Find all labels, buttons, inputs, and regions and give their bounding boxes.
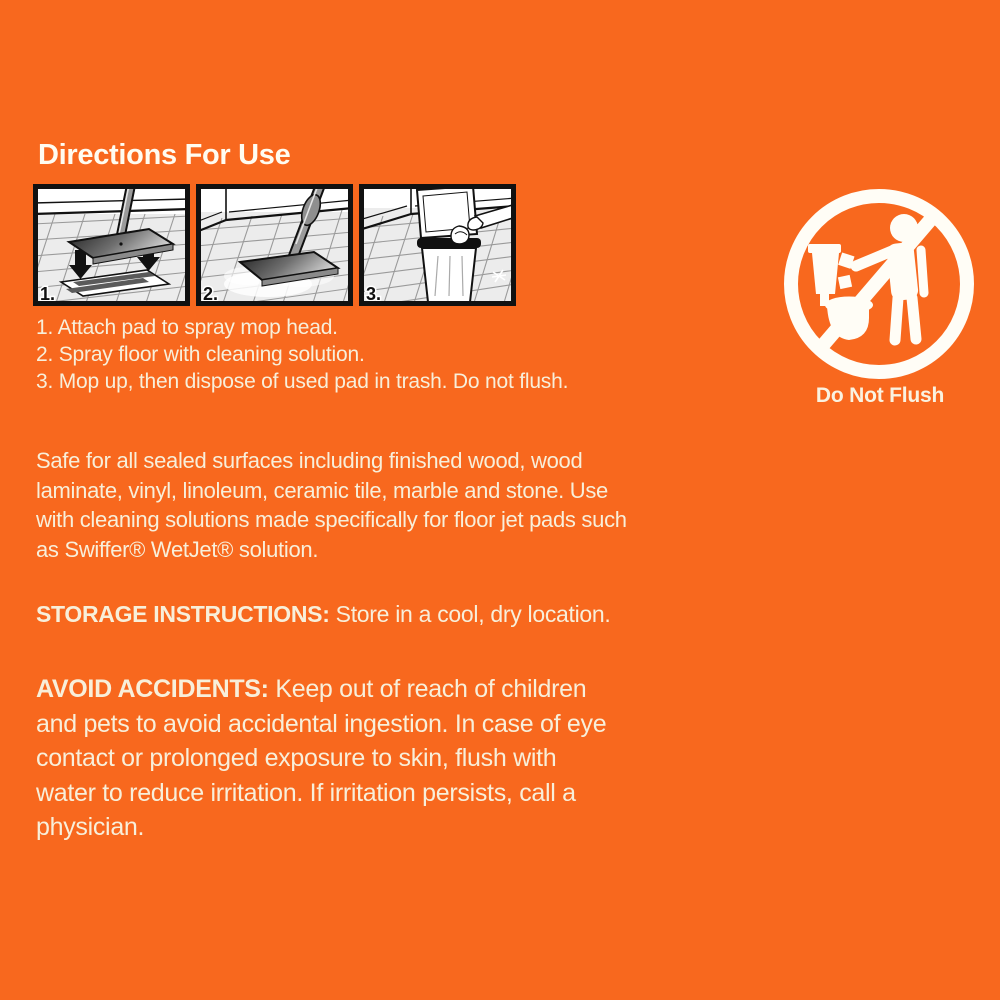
avoid-accidents-lead: AVOID ACCIDENTS: bbox=[36, 675, 269, 703]
page-title: Directions For Use bbox=[38, 139, 291, 171]
trash-can bbox=[417, 186, 481, 302]
falling-pads bbox=[838, 252, 855, 289]
do-not-flush-icon bbox=[782, 188, 977, 383]
step1-attach-pad-illustration bbox=[33, 184, 190, 306]
usage-step: 1. Attach pad to spray mop head. bbox=[36, 316, 338, 339]
avoid-line-rest: Keep out of reach of children bbox=[268, 675, 587, 703]
avoid-line: contact or prolonged exposure to skin, flush with bbox=[36, 744, 557, 772]
avoid-line: and pets to avoid accidental ingestion. In case of eye bbox=[36, 709, 607, 738]
safety-line: Safe for all sealed surfaces including finished wood, wood bbox=[36, 448, 583, 473]
step3-dispose-pad-illustration bbox=[359, 184, 516, 306]
step2-spray-floor-illustration bbox=[196, 184, 353, 306]
panel-number: 2. bbox=[203, 284, 219, 304]
panel-number: 3. bbox=[366, 284, 382, 304]
do-not-flush-label: Do Not Flush bbox=[815, 384, 945, 407]
avoid-line: water to reduce irritation. If irritation persists, call a bbox=[36, 778, 576, 807]
avoid-line bbox=[36, 672, 606, 707]
storage-instructions-lead: STORAGE INSTRUCTIONS: bbox=[36, 601, 330, 627]
safety-line: as Swiffer® WetJet® solution. bbox=[36, 536, 319, 562]
usage-steps bbox=[36, 314, 568, 395]
storage-instructions-text: Store in a cool, dry location. bbox=[329, 601, 611, 627]
safety-line: laminate, vinyl, linoleum, ceramic tile, marble and stone. Use bbox=[36, 477, 608, 503]
surface-safety-text bbox=[36, 446, 627, 564]
avoid-accidents-warning bbox=[36, 672, 606, 845]
safety-line: with cleaning solutions made specifically for floor jet pads such bbox=[36, 507, 627, 532]
panel-number: 1. bbox=[40, 284, 56, 304]
usage-step: 3. Mop up, then dispose of used pad in trash. Do not flush. bbox=[36, 370, 569, 393]
avoid-line: physician. bbox=[36, 813, 145, 841]
usage-step: 2. Spray floor with cleaning solution. bbox=[36, 343, 365, 366]
storage-instructions bbox=[36, 599, 611, 629]
